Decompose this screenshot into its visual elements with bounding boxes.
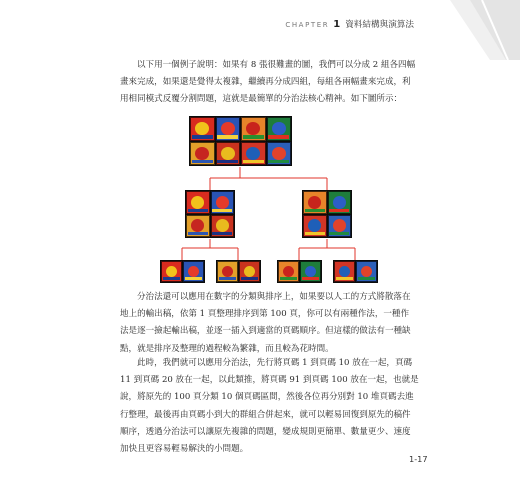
painting-tile bbox=[186, 191, 210, 214]
painting-motif bbox=[283, 266, 295, 278]
painting-motif bbox=[333, 219, 346, 232]
painting-group-4-right bbox=[302, 190, 352, 238]
text-line: 行整理，最後再由頁碼小到大的群組合併起來，就可以輕易回復到原先的稿件 bbox=[120, 409, 411, 420]
painting-tile bbox=[334, 261, 355, 282]
painting-stripe bbox=[305, 232, 325, 235]
painting-group-4-left bbox=[185, 190, 235, 238]
painting-stripe bbox=[212, 232, 232, 235]
painting-tile bbox=[300, 261, 321, 282]
text-line: 順序，透過分治法可以讓原先複雜的問題，變成規則更簡單、數量更少、速度 bbox=[120, 426, 411, 437]
painting-stripe bbox=[212, 209, 232, 212]
painting-tile bbox=[278, 261, 299, 282]
text-line: 點，就是排序及整理的過程較為繁雜，而且較為花時間。 bbox=[120, 343, 334, 354]
painting-motif bbox=[216, 196, 229, 209]
body-paragraph bbox=[120, 289, 420, 358]
painting-stripe bbox=[243, 135, 264, 138]
painting-stripe bbox=[185, 277, 203, 280]
painting-tile bbox=[217, 261, 238, 282]
painting-motif bbox=[361, 266, 373, 278]
painting-motif bbox=[308, 219, 321, 232]
painting-motif bbox=[339, 266, 351, 278]
text-line: 分治法還可以應用在數字的分類與排序上，如果要以人工的方式將散落在 bbox=[137, 292, 411, 302]
painting-motif bbox=[191, 196, 204, 209]
text-line: 用相同模式反覆分割問題，這就是最簡單的分治法核心精神。如下圖所示： bbox=[120, 94, 403, 105]
painting-tile bbox=[183, 261, 204, 282]
painting-stripe bbox=[192, 160, 213, 163]
text-line: 畫來完成，如果還是覺得太複雜，繼續再分成四組，每組各兩幅畫來完成，利 bbox=[120, 77, 411, 88]
painting-tile bbox=[267, 142, 292, 166]
painting-stripe bbox=[268, 135, 289, 138]
painting-tile bbox=[239, 261, 260, 282]
painting-stripe bbox=[243, 160, 264, 163]
painting-stripe bbox=[217, 160, 238, 163]
painting-group-2 bbox=[160, 260, 205, 283]
painting-stripe bbox=[163, 277, 181, 280]
painting-motif bbox=[246, 122, 260, 135]
painting-tile bbox=[328, 215, 352, 238]
painting-group-2 bbox=[216, 260, 261, 283]
painting-motif bbox=[188, 266, 200, 278]
painting-stripe bbox=[217, 135, 238, 138]
painting-stripe bbox=[219, 277, 237, 280]
painting-stripe bbox=[329, 209, 349, 212]
painting-group-2 bbox=[333, 260, 378, 283]
painting-motif bbox=[333, 196, 346, 209]
painting-tile bbox=[211, 191, 235, 214]
text-line: 加快且更容易輕易解決的小問題。 bbox=[120, 443, 249, 454]
painting-tile bbox=[216, 142, 241, 166]
painting-stripe bbox=[188, 232, 208, 235]
chapter-number: 1 bbox=[333, 19, 341, 30]
painting-tile bbox=[216, 117, 241, 141]
text-line: 地上的輸出稿，依第 1 頁整理排序到第 100 頁，你可以有兩種作法，一種作 bbox=[120, 309, 410, 320]
painting-stripe bbox=[188, 209, 208, 212]
painting-stripe bbox=[241, 277, 259, 280]
painting-tile bbox=[241, 117, 266, 141]
painting-tile bbox=[186, 215, 210, 238]
body-paragraph bbox=[120, 355, 420, 458]
painting-tile bbox=[211, 215, 235, 238]
painting-stripe bbox=[305, 209, 325, 212]
section-title: 資料結構與演算法 bbox=[345, 20, 414, 30]
corner-decoration bbox=[410, 0, 520, 60]
painting-stripe bbox=[268, 160, 289, 163]
painting-tile bbox=[267, 117, 292, 141]
painting-tile bbox=[241, 142, 266, 166]
painting-group-2 bbox=[277, 260, 322, 283]
painting-tile bbox=[356, 261, 377, 282]
painting-stripe bbox=[358, 277, 376, 280]
page-number: 1-17 bbox=[409, 454, 428, 464]
painting-motif bbox=[244, 266, 256, 278]
painting-tile bbox=[190, 117, 215, 141]
painting-motif bbox=[272, 147, 286, 160]
painting-motif bbox=[195, 122, 209, 135]
painting-motif bbox=[195, 147, 209, 160]
chapter-label: CHAPTER bbox=[285, 21, 330, 29]
text-line: 此時，我們就可以應用分治法，先行將頁碼 1 到頁碼 10 放在一起，頁碼 bbox=[137, 358, 413, 368]
text-line: 法是逐一撿起輸出稿，並逐一插入到適當的頁碼順序。但這樣的做法有一種缺 bbox=[120, 326, 411, 337]
painting-motif bbox=[221, 147, 235, 160]
painting-motif bbox=[246, 147, 260, 160]
painting-tile bbox=[303, 191, 327, 214]
painting-stripe bbox=[192, 135, 213, 138]
painting-motif bbox=[222, 266, 234, 278]
text-line: 以下用一個例子說明：如果有 8 張很難畫的圖，我們可以分成 2 組各四幅 bbox=[137, 60, 416, 70]
painting-motif bbox=[305, 266, 317, 278]
painting-motif bbox=[272, 122, 286, 135]
painting-stripe bbox=[302, 277, 320, 280]
painting-tile bbox=[190, 142, 215, 166]
painting-motif bbox=[216, 219, 229, 232]
text-line: 說，將原先的 100 頁分類 10 個頁碼區間，然後各位再分別對 10 堆頁碼去進 bbox=[120, 392, 414, 403]
painting-tile bbox=[303, 215, 327, 238]
painting-stripe bbox=[329, 232, 349, 235]
painting-motif bbox=[166, 266, 178, 278]
painting-tile bbox=[161, 261, 182, 282]
painting-stripe bbox=[280, 277, 298, 280]
painting-group-8 bbox=[189, 116, 292, 166]
text-line: 11 到頁碼 20 放在一起，以此類推，將頁碼 91 到頁碼 100 放在一起，也就是 bbox=[120, 375, 419, 386]
painting-tile bbox=[328, 191, 352, 214]
painting-motif bbox=[308, 196, 321, 209]
intro-paragraph bbox=[120, 57, 420, 109]
painting-motif bbox=[191, 219, 204, 232]
running-head bbox=[285, 18, 414, 30]
painting-motif bbox=[221, 122, 235, 135]
painting-stripe bbox=[336, 277, 354, 280]
